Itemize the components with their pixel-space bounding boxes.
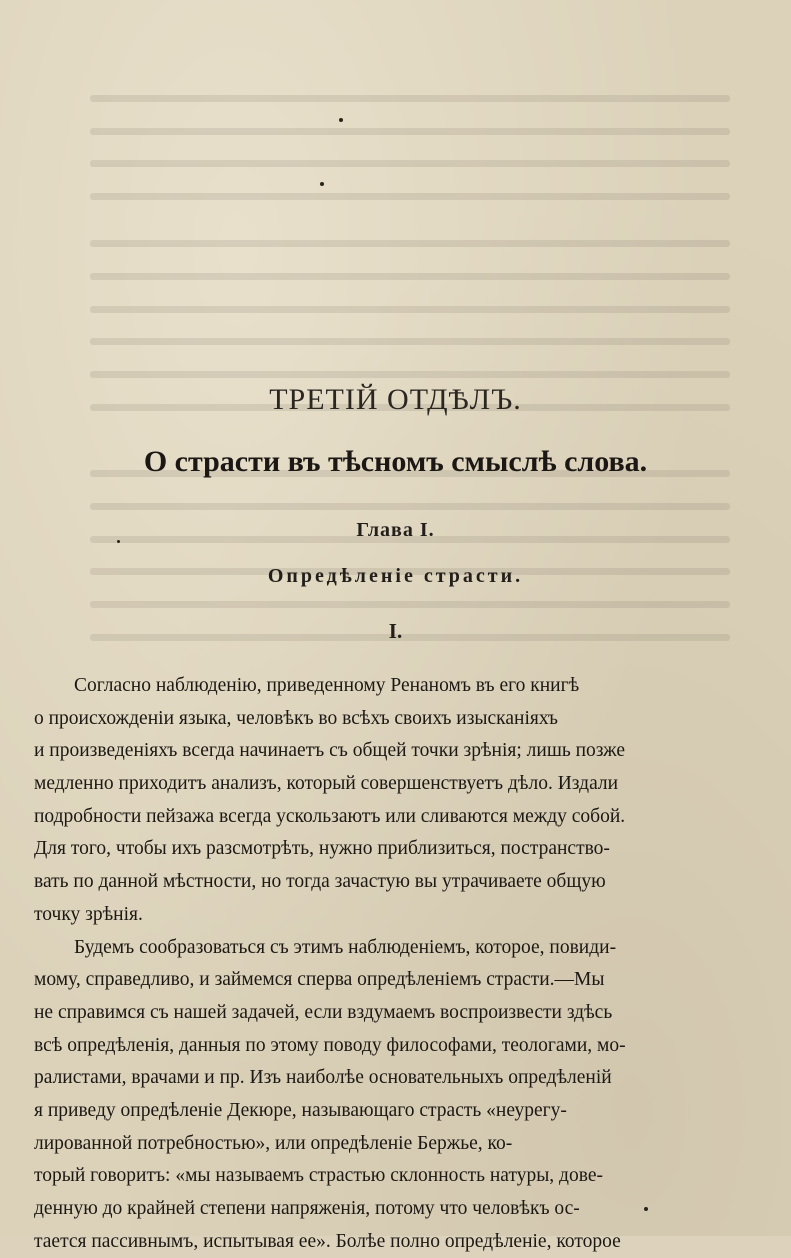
text-line: о происхожденіи языка, человѣкъ во всѣхъ своихъ изысканіяхъ bbox=[34, 707, 558, 729]
text-line: денную до крайней степени напряженія, потому что человѣкъ ос- bbox=[34, 1198, 580, 1219]
text-line: медленно приходитъ анализъ, который совершенствуетъ дѣло. Издали bbox=[34, 773, 619, 795]
text-line: Будемъ сообразоваться съ этимъ наблюденіемъ, которое, повиди- bbox=[74, 936, 617, 958]
text-line: тается пассивнымъ, испытывая ее». Болѣе полно опредѣленіе, которое bbox=[34, 1230, 621, 1252]
body-text bbox=[34, 670, 714, 1258]
text-line: мому, справедливо, и займемся сперва опредѣленіемъ страсти.—Мы bbox=[34, 969, 605, 991]
chapter-title: Опредѣленіе страсти. bbox=[267, 565, 524, 587]
text-line: подробности пейзажа всегда ускользаютъ или сливаются между собой. bbox=[34, 805, 626, 827]
text-line: ралистами, врачами и пр. Изъ наиболѣе основательныхъ опредѣленій bbox=[34, 1067, 612, 1089]
part-title: ТРЕТІЙ ОТДѢЛЪ. bbox=[269, 383, 522, 416]
text-line: лированной потребностью», или опредѣленіе Бержье, ко- bbox=[34, 1132, 513, 1154]
ink-speck bbox=[339, 118, 343, 122]
ink-speck bbox=[320, 182, 324, 186]
text-line: не справимся съ нашей задачей, если вздумаемъ воспроизвести здѣсь bbox=[34, 1001, 613, 1023]
text-line: всѣ опредѣленія, данныя по этому поводу философами, теологами, мо- bbox=[34, 1034, 626, 1056]
text-line: Для того, чтобы ихъ разсмотрѣть, нужно приблизиться, постранство- bbox=[34, 838, 610, 860]
subsection-number: I. bbox=[388, 619, 403, 643]
text-line: вать по данной мѣстности, но тогда зачастую вы утрачиваете общую bbox=[34, 871, 606, 893]
text-line: торый говоритъ: «мы называемъ страстью склонность натуры, дове- bbox=[34, 1165, 603, 1187]
chapter-label: Глава I. bbox=[356, 519, 435, 541]
text-line: и произведеніяхъ всегда начинаетъ съ общей точки зрѣнія; лишь позже bbox=[34, 740, 626, 762]
text-line: я приведу опредѣленіе Декюре, называющаго страсть «неурегу- bbox=[34, 1099, 567, 1121]
section-title: О страсти въ тѣсномъ смыслѣ слова. bbox=[143, 445, 648, 478]
text-line: точку зрѣнія. bbox=[34, 903, 143, 925]
text-line: Согласно наблюденію, приведенному Ренаномъ въ его книгѣ bbox=[74, 675, 580, 696]
